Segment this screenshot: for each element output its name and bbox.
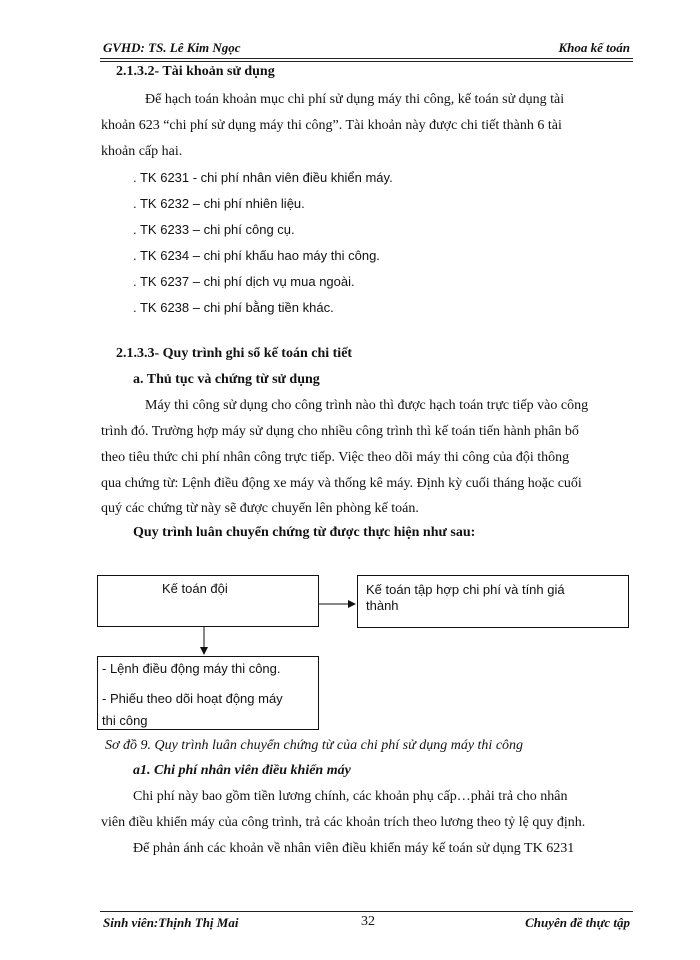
paragraph-line: khoản cấp hai. (101, 144, 183, 159)
paragraph-line: khoản 623 “chi phí sử dụng máy thi công”. Tài khoản này được chi tiết thành 6 tài (101, 118, 562, 133)
box-cost-label-line1: Kế toán tập hợp chi phí và tính giá (366, 582, 565, 597)
doc-item: thi công (102, 713, 148, 728)
paragraph-line: Máy thi công sử dụng cho công trình nào thì được hạch toán trực tiếp vào công (145, 398, 589, 413)
account-item: . TK 6238 – chi phí bằng tiền khác. (133, 300, 334, 315)
header-faculty: Khoa kế toán (558, 40, 630, 55)
paragraph-line: qua chứng từ: Lệnh điều động xe máy và thống kê máy. Định kỳ cuối tháng hoặc cuối (101, 476, 582, 491)
paragraph-line: theo tiêu thức chi phí nhân công trực tiếp. Việc theo dõi máy thi công của đội thông (101, 450, 570, 465)
paragraph-line: Để hạch toán khoản mục chi phí sử dụng máy thi công, kế toán sử dụng tài (145, 92, 565, 107)
doc-item: - Phiếu theo dõi hoạt động máy (102, 691, 283, 706)
footer-topic: Chuyên đề thực tập (525, 915, 630, 930)
account-item: . TK 6233 – chi phí công cụ. (133, 222, 295, 237)
account-item: . TK 6232 – chi phí nhiên liệu. (133, 196, 305, 211)
diagram-caption: Sơ đồ 9. Quy trình luân chuyển chứng từ của chi phí sử dụng máy thi công (105, 738, 524, 753)
footer-rule (100, 911, 633, 912)
box-cost-label-line2: thành (366, 598, 399, 613)
flow-title: Quy trình luân chuyển chứng từ được thực hiện như sau: (133, 525, 476, 540)
paragraph-line: viên điều khiển máy của công trình, trả các khoản trích theo lương theo tỷ lệ quy định. (101, 815, 586, 830)
account-item: . TK 6231 - chi phí nhân viên điều khiển máy. (133, 170, 393, 185)
account-item: . TK 6234 – chi phí khấu hao máy thi công. (133, 248, 380, 263)
subheading-a1: a1. Chi phí nhân viên điều khiển máy (133, 763, 351, 778)
account-item: . TK 6237 – chi phí dịch vụ mua ngoài. (133, 274, 355, 289)
page-number: 32 (361, 914, 375, 929)
header-supervisor: GVHD: TS. Lê Kim Ngọc (103, 40, 241, 55)
paragraph-line: Để phản ánh các khoản về nhân viên điều khiển máy kế toán sử dụng TK 6231 (133, 841, 575, 856)
box-team-label: Kế toán đội (162, 581, 228, 596)
doc-item: - Lệnh điều động máy thi công. (102, 661, 281, 676)
paragraph-line: Chi phí này bao gồm tiền lương chính, các khoản phụ cấp…phải trả cho nhân (133, 789, 568, 804)
subheading-procedures: a. Thủ tục và chứng từ sử dụng (133, 372, 320, 387)
paragraph-line: quý các chứng từ này sẽ được chuyển lên phòng kế toán. (101, 501, 419, 516)
footer-student: Sinh viên:Thịnh Thị Mai (103, 915, 239, 930)
section-heading-2133: 2.1.3.3- Quy trình ghi sổ kế toán chi tiết (116, 346, 353, 361)
paragraph-line: trình đó. Trường hợp máy sử dụng cho nhiều công trình thì kế toán tiến hành phân bổ (101, 424, 579, 439)
section-heading-2132: 2.1.3.2- Tài khoản sử dụng (116, 64, 275, 79)
